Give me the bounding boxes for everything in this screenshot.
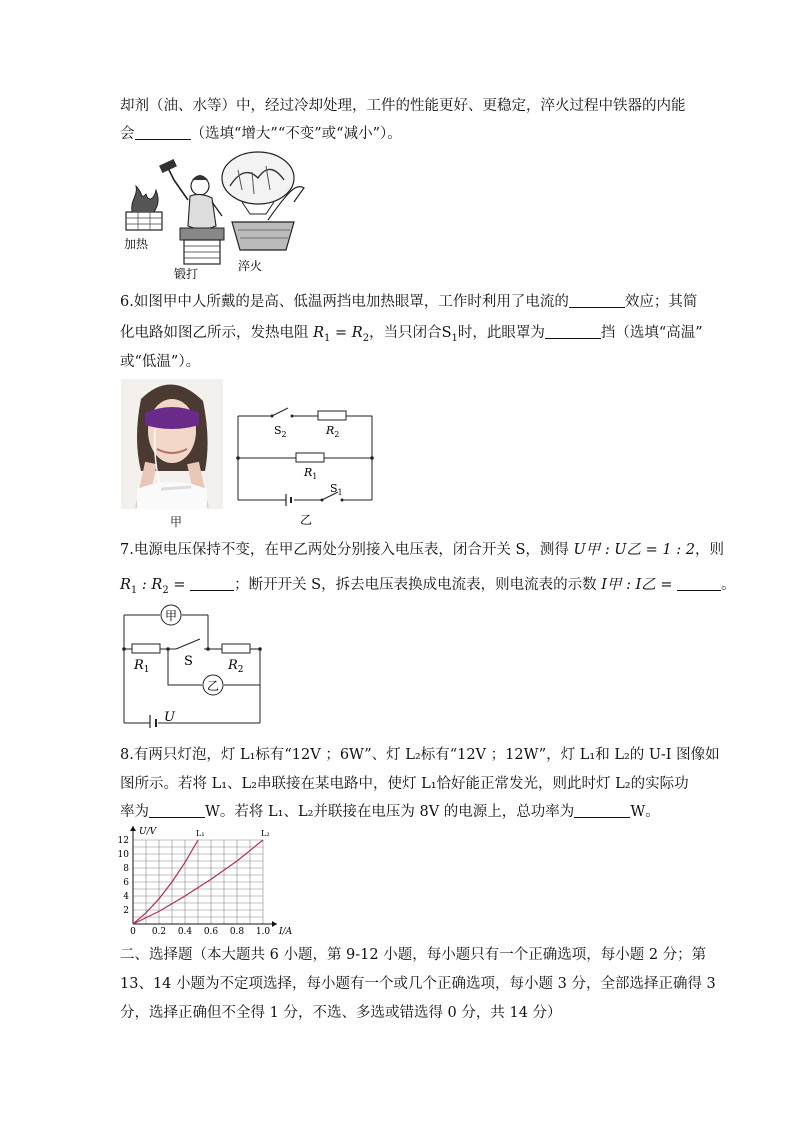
label-r2: $R_2$: [326, 424, 340, 439]
y-axis-label: U/V: [139, 827, 157, 837]
section2-line3: 分，选择正确但不全得 1 分，不选、多选或错选得 0 分，共 14 分）: [120, 1005, 562, 1021]
label-forge: 锻打: [174, 267, 199, 281]
q6-line2-pre: 化电路如图乙所示，发热电阻: [120, 325, 309, 341]
q7-r-ratio: $R_1$ : $R_2$: [120, 577, 169, 596]
switch-s2: [272, 408, 288, 416]
q6-text-line3: 或“低温”）。: [120, 354, 201, 370]
label-heat: 加热: [124, 237, 149, 251]
label-yi: 乙: [300, 513, 313, 527]
q6-line1-post: 效应；其简: [624, 294, 698, 310]
x-tick-label: 0.8: [229, 927, 245, 936]
q6-line2-mid2: 时，此眼罩为: [457, 325, 545, 341]
label-jia: 甲: [165, 609, 178, 623]
label-quench: 淬火: [238, 259, 263, 273]
q5-text-line2: [120, 124, 402, 144]
label-s1: $S_1$: [330, 482, 343, 497]
resistor-r2: [318, 411, 346, 420]
grid: [133, 840, 263, 924]
y-tick-label: 8: [123, 864, 129, 874]
axes: [130, 826, 277, 927]
q6-formula: $R_1 = R_2$: [313, 325, 370, 344]
q7-answer-blank-1: [190, 576, 234, 591]
label-r1: $R_1$: [304, 466, 318, 481]
q7-line2-mid: ；断开开关 S，拆去电压表换成电流表，则电流表的示数: [234, 577, 597, 593]
q6-line2-mid: ，当只闭合S: [369, 325, 452, 341]
label-r2: $R_2$: [228, 658, 244, 675]
q6-circuit-diagram: [230, 398, 380, 533]
y-tick-label: 10: [117, 850, 129, 860]
eye-mask-photo: [121, 379, 223, 509]
x-tick-label: 0: [130, 927, 136, 936]
resistor-r1: [132, 644, 160, 653]
q7-circuit-diagram: [118, 603, 268, 728]
x-tick-label: 0.2: [151, 927, 167, 936]
q6-answer-blank-2: [545, 324, 601, 339]
q8-line3-mid: W。若将 L₁、L₂并联接在电压为 8V 的电源上，总功率为: [205, 804, 575, 820]
quench-drawing: [222, 152, 304, 250]
x-axis-label: I/A: [279, 927, 293, 936]
x-tick-label: 0.4: [177, 927, 193, 936]
q5-line2-pre: 会: [120, 126, 135, 142]
label-s2: $S_2$: [274, 424, 287, 439]
q7-line2-eq: =: [173, 577, 191, 593]
label-u: U: [164, 710, 175, 725]
y-tick-label: 6: [123, 878, 129, 888]
section2-line2: 13、14 小题为不定项选择，每小题有一个或几个正确选项，每小题 3 分，全部选择正确得 3: [120, 976, 716, 992]
resistor-r2: [222, 644, 250, 653]
q5-line2-post: （选填“增大”“不变”或“减小”）。: [190, 126, 402, 142]
forging-quenching-illustration: [118, 150, 308, 282]
label-r1: $R_1$: [134, 658, 150, 675]
q6-answer-blank-1: [569, 293, 625, 308]
brazier-drawing: [126, 186, 162, 230]
q7-line2-end: 。: [721, 577, 736, 593]
tick-labels: [118, 827, 293, 936]
q7-current-ratio: I甲 : I乙 =: [601, 577, 673, 593]
q8-line3-post: W。: [630, 804, 660, 820]
blacksmith-drawing: [159, 159, 224, 264]
ui-graph: [115, 826, 295, 936]
q8-text-line2: 图所示。若将 L₁、L₂串联接在某电路中，使灯 L₁恰好能正常发光，则此时灯 L₂的实际功: [120, 776, 689, 792]
label-s: S: [184, 654, 193, 669]
x-tick-label: 0.6: [203, 927, 219, 936]
q8-answer-blank-1: [149, 803, 205, 818]
label-yi: 乙: [207, 679, 220, 693]
q8-text-line3: [120, 802, 660, 822]
series-label-2: L₂: [261, 829, 270, 838]
y-tick-label: 12: [117, 836, 129, 846]
q8-answer-blank-2: [574, 803, 630, 818]
q6-line2-sub: 1: [451, 332, 458, 344]
y-tick-label: 2: [123, 906, 129, 916]
q7-text-line2: [120, 575, 736, 601]
resistor-r1: [296, 453, 324, 462]
q5-text-line1: 却剂（油、水等）中，经过冷却处理，工件的性能更好、更稳定，淬火过程中铁器的内能: [120, 98, 686, 114]
q8-line3-pre: 率为: [120, 804, 149, 820]
series-label-1: L₁: [196, 829, 205, 838]
q6-line1-pre: 6.如图甲中人所戴的是高、低温两挡电加热眼罩，工作时利用了电流的: [120, 294, 569, 310]
q8-text-line1: 8.有两只灯泡，灯 L₁标有“12V ；6W”、灯 L₂标有“12V ；12W”，灯 L₁和 L₂的 U-I 图像如: [120, 747, 720, 763]
q6-text-line1: [120, 292, 697, 312]
q5-answer-blank: [135, 125, 191, 140]
q7-answer-blank-2: [677, 576, 721, 591]
x-tick-label: 1.0: [255, 927, 271, 936]
switch-s: [176, 639, 200, 649]
y-axis-arrow: [130, 826, 136, 831]
q7-line1-pre: 7.电源电压保持不变，在甲乙两处分别接入电压表，闭合开关 S，测得: [120, 542, 569, 558]
x-axis-arrow: [272, 921, 277, 927]
q6-line2-post: 挡（选填“高温”: [600, 325, 703, 341]
q7-voltage-ratio: U甲 : U乙 = 1 : 2: [573, 542, 695, 558]
q7-text-line1: [120, 540, 724, 560]
q6-text-line2: [120, 323, 703, 349]
y-tick-label: 4: [123, 892, 129, 902]
q7-line1-post: ，则: [694, 542, 724, 558]
q6-label-jia: 甲: [170, 515, 183, 529]
section2-line1: 二、选择题（本大题共 6 小题，第 9-12 小题，每小题只有一个正确选项，每小题 2 分；第: [120, 947, 707, 963]
